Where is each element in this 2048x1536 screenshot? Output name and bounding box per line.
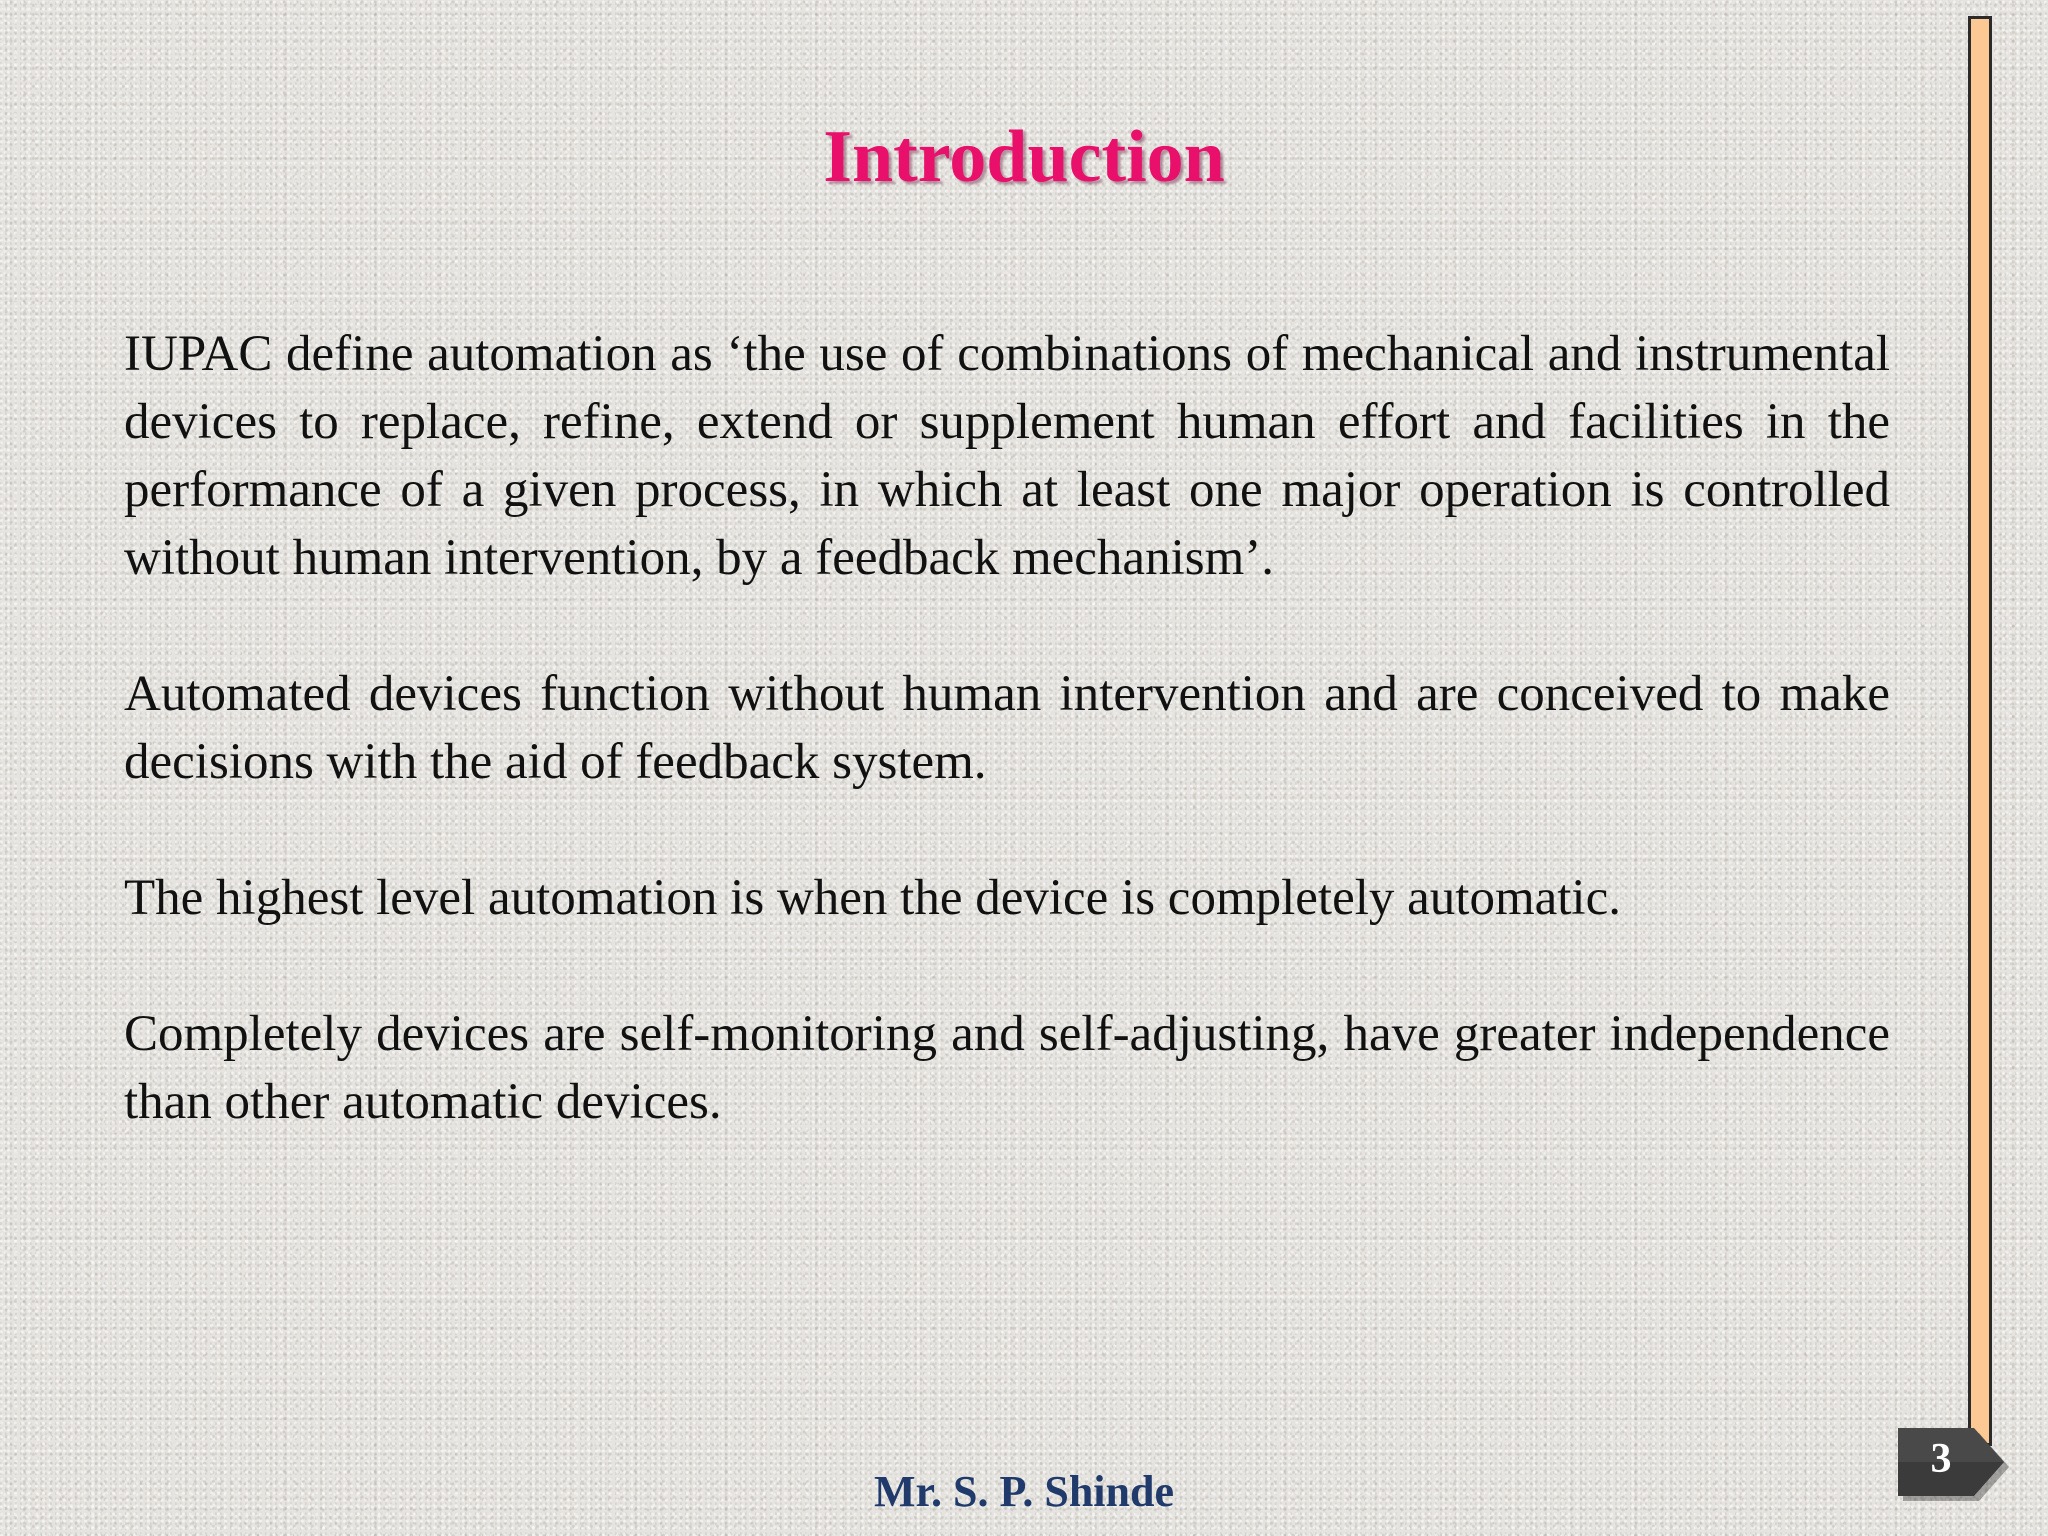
footer-author: Mr. S. P. Shinde <box>874 1467 1174 1516</box>
slide-title: Introduction <box>823 116 1225 198</box>
page-number: 3 <box>1930 1436 1952 1482</box>
paragraph-iupac-definition: IUPAC define automation as ‘the use of combinations of mechanical and instrumental devices to replace, refine, extend or supplement human effort and facilities in the performance of a given process, in which at least one major operation is controlled without human intervention, by a feedback mechanism’. <box>124 326 1890 586</box>
slide-body <box>124 320 1890 1204</box>
paragraph-highest-level: The highest level automation is when the device is completely automatic. <box>124 870 1621 926</box>
paragraph-completely-devices: Completely devices are self-monitoring and self-adjusting, have greater independence than other automatic devices. <box>124 1006 1890 1130</box>
decorative-side-bar <box>1968 16 1992 1446</box>
paragraph-automated-devices: Automated devices function without human intervention and are conceived to make decisions with the aid of feedback system. <box>124 666 1890 790</box>
